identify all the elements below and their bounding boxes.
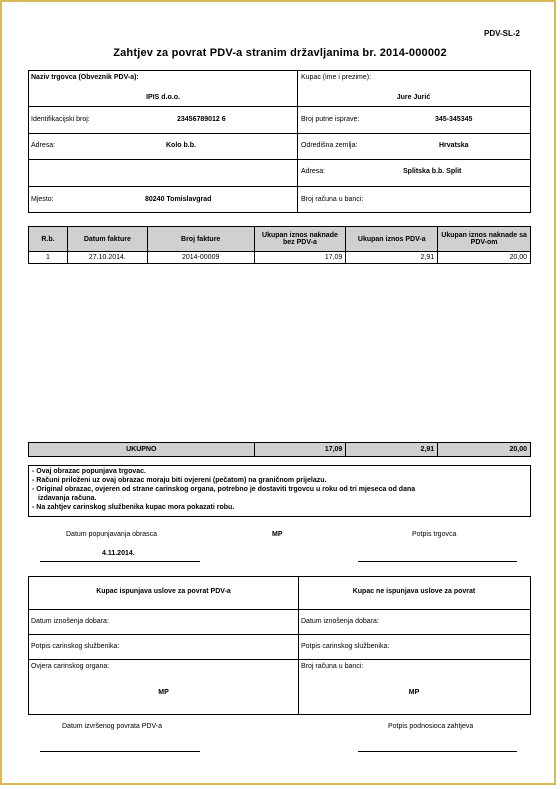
buyer-name: Jure Jurić [396, 94, 431, 101]
seller-signature-label: Potpis trgovca [412, 531, 457, 538]
fill-date-line [40, 561, 200, 562]
customs-box [28, 576, 531, 715]
buyer-country-label: Odredišna zemlja: [301, 142, 358, 149]
cell-vat-amount: 2,91 [346, 252, 438, 264]
note-line: - Ovaj obrazac popunjava trgovac. [32, 468, 146, 475]
note-line: - Na zahtjev carinskog službenika kupac mora pokazati robu. [32, 504, 235, 511]
seller-address: Kolo b.b. [166, 142, 196, 149]
seller-id: 23456789012 6 [177, 116, 226, 123]
officer-signature-label-right: Potpis carinskog službenika: [301, 643, 390, 650]
notes-box [28, 465, 531, 517]
seller-place: 80240 Tomislavgrad [145, 196, 212, 203]
seller-address-label: Adresa: [31, 142, 56, 149]
buyer-country: Hrvatska [439, 142, 469, 149]
table-row [29, 252, 531, 264]
buyer-bank-label: Broj računa u banci: [301, 196, 364, 203]
seller-signature-line [358, 561, 517, 562]
fill-date-value: 4.11.2014. [102, 550, 135, 557]
customs-verification-label: Ovjera carinskog organa: [31, 663, 110, 670]
fill-date-label: Datum popunjavanja obrasca [66, 531, 158, 538]
refund-date-line [40, 751, 200, 752]
total-label: UKUPNO [29, 443, 255, 457]
seller-place-label: Mjesto: [31, 196, 54, 203]
form-code: PDV-SL-2 [483, 29, 520, 38]
seller-name-label: Naziv trgovca (Obveznik PDV-a): [31, 74, 139, 81]
col-header-vat-amount: Ukupan iznos PDV-a [346, 227, 438, 252]
total-net: 17,09 [254, 443, 346, 457]
col-header-invoice-number: Broj fakture [147, 227, 254, 252]
refund-date-label: Datum izvršenog povrata PDV-a [62, 723, 162, 730]
not-eligible-title: Kupac ne ispunjava uslove za povrat [352, 588, 476, 595]
total-vat: 2,91 [346, 443, 438, 457]
cell-gross-amount: 20,00 [438, 252, 531, 264]
eligible-title: Kupac ispunjava uslove za povrat PDV-a [96, 588, 231, 595]
buyer-address-label: Adresa: [301, 168, 326, 175]
officer-signature-label: Potpis carinskog službenika: [31, 643, 120, 650]
customs-stamp-right: MP [408, 689, 420, 696]
col-header-net-amount: Ukupan iznos naknade bez PDV-a [254, 227, 346, 252]
buyer-address: Splitska b.b. Split [403, 168, 462, 175]
bank-account-label: Broj računa u banci: [301, 663, 364, 670]
customs-stamp-left: MP [158, 689, 169, 696]
buyer-passport-label: Broj putne isprave: [301, 116, 360, 123]
col-header-rb: R.b. [29, 227, 68, 252]
items-table [28, 226, 531, 264]
cell-invoice-number: 2014-00009 [147, 252, 254, 264]
buyer-name-label: Kupac (ime i prezime): [301, 74, 372, 81]
total-gross: 20,00 [438, 443, 531, 457]
document-title: Zahtjev za povrat PDV-a stranim državljanima br. 2014-000002 [113, 47, 447, 59]
cell-invoice-date: 27.10.2014. [67, 252, 147, 264]
applicant-signature-label: Potpis podnosioca zahtjeva [388, 723, 474, 730]
seller-id-label: Identifikacijski broj: [31, 116, 90, 123]
cell-net-amount: 17,09 [254, 252, 346, 264]
buyer-passport: 345-345345 [435, 116, 473, 123]
stamp-mp: MP [272, 531, 283, 538]
export-date-label: Datum iznošenja dobara: [31, 618, 109, 625]
cell-rb: 1 [29, 252, 68, 264]
export-date-label-right: Datum iznošenja dobara: [301, 618, 379, 625]
note-line: izdavanja računa. [38, 495, 97, 502]
col-header-gross-amount: Ukupan iznos naknade sa PDV-om [438, 227, 531, 252]
note-line: - Računi priloženi uz ovaj obrazac moraju biti ovjereni (pečatom) na graničnom prijelazu. [32, 477, 327, 484]
seller-name: IPIS d.o.o. [146, 94, 180, 101]
party-info-box [28, 70, 531, 213]
applicant-signature-line [358, 751, 517, 752]
note-line: - Original obrazac, ovjeren od strane carinskog organa, potrebno je dostaviti trgovcu u roku od tri mjeseca od dana [32, 486, 416, 493]
col-header-invoice-date: Datum fakture [67, 227, 147, 252]
totals-table [28, 442, 531, 457]
